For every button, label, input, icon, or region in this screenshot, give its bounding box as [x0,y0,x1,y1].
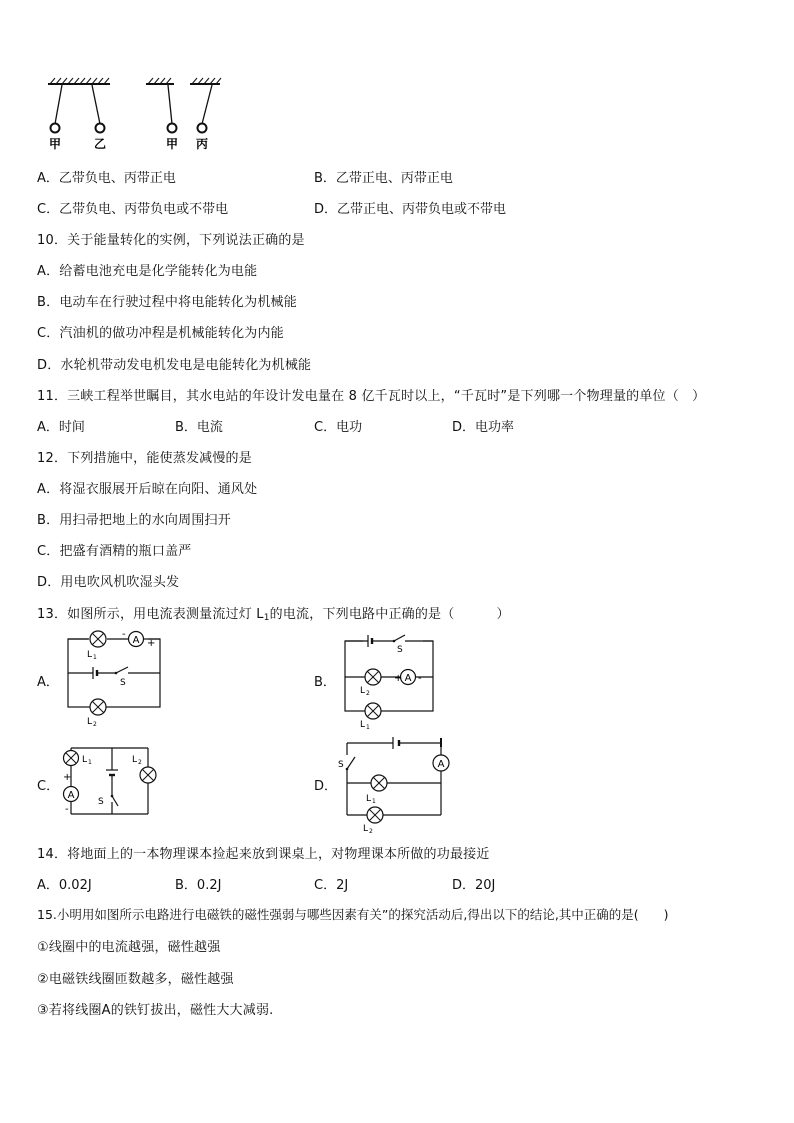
circuit-b [338,630,443,730]
q15-stem: 15.小明用如图所示电路进行电磁铁的磁性强弱与哪些因素有关”的探究活动后,得出以下的结论,其中正确的是( ) [37,907,669,922]
svg-text:S: S [98,797,104,807]
svg-text:+: + [394,673,403,684]
lamp-icon [64,751,79,766]
q14-option-a: A．0.02J [37,878,92,893]
svg-text:L: L [132,755,138,765]
q9-option-d: D．乙带正电、丙带负电或不带电 [314,202,507,217]
svg-text:1: 1 [366,724,370,730]
lamp-icon [90,631,106,647]
charged-balls-figure [40,76,230,152]
q11-option-c: C．电功 [314,420,363,435]
q13-letter-c: C． [37,779,60,794]
ammeter-icon [64,787,79,802]
lamp-icon [371,775,387,791]
svg-text:2: 2 [93,721,97,728]
q14-stem: 14．将地面上的一本物理课本捡起来放到课桌上，对物理课本所做的功最接近 [37,847,490,862]
svg-text:A: A [437,759,445,770]
q13-stem: 13．如图所示，用电流表测量流过灯 $L_1$的电流，下列电路中正确的是（ ） [37,607,510,623]
q9-option-a: A．乙带负电、丙带正电 [37,171,176,186]
ammeter-icon [129,632,144,647]
q15-statement-3: ③若将线圈A的铁钉拔出，磁性大大减弱. [37,1003,274,1018]
svg-text:+: + [63,772,72,783]
svg-text:1: 1 [372,798,376,805]
q9-option-b: B．乙带正电、丙带正电 [314,171,453,186]
lamp-icon [90,699,106,715]
svg-text:S: S [120,678,126,688]
svg-text:L: L [360,686,366,696]
ammeter-icon [433,755,449,771]
lamp-icon [365,703,381,719]
svg-text:L: L [366,794,372,804]
svg-text:2: 2 [369,828,373,835]
q10-stem: 10．关于能量转化的实例，下列说法正确的是 [37,233,305,248]
q11-option-d: D．电功率 [452,420,515,435]
q14-option-b: B．0.2J [175,878,222,893]
q14-option-c: C．2J [314,878,349,893]
svg-text:+: + [147,638,156,649]
q12-stem: 12．下列措施中，能使蒸发减慢的是 [37,451,252,466]
q15-statement-1: ①线圈中的电流越强，磁性越强 [37,940,221,955]
svg-text:S: S [338,760,344,770]
svg-text:L: L [82,755,88,765]
ball-label: 甲 [48,137,62,151]
circuit-c [60,740,170,830]
lamp-icon [140,767,156,783]
q9-option-c: C．乙带负电、丙带负电或不带电 [37,202,229,217]
svg-text:-: - [122,630,126,640]
ball-label: 丙 [195,137,209,151]
svg-text:1: 1 [88,759,92,766]
svg-text:A: A [67,790,75,801]
q11-option-a: A．时间 [37,420,85,435]
svg-text:-: - [65,804,69,815]
q14-option-d: D．20J [452,878,496,893]
svg-text:A: A [404,673,412,684]
svg-text:1: 1 [93,654,97,661]
q10-option-a: A．给蓄电池充电是化学能转化为电能 [37,264,258,279]
ball-label: 乙 [93,137,107,151]
ball-label: 甲 [165,137,179,151]
svg-text:L: L [87,717,93,727]
q11-stem: 11．三峡工程举世瞩目，其水电站的年设计发电量在 8 亿千瓦时以上，“千瓦时”是下列哪一个物理量的单位（ ） [37,389,706,404]
q12-option-a: A．将湿衣服展开后晾在向阳、通风处 [37,482,258,497]
q10-option-d: D．水轮机带动发电机发电是电能转化为机械能 [37,358,312,373]
q12-option-c: C．把盛有酒精的瓶口盖严 [37,544,192,559]
q10-option-c: C．汽油机的做功冲程是机械能转化为内能 [37,326,284,341]
svg-text:S: S [397,645,403,655]
q12-option-b: B．用扫帚把地上的水向周围扫开 [37,513,231,528]
q13-letter-d: D． [314,779,338,794]
q11-option-b: B．电流 [175,420,223,435]
lamp-icon [367,807,383,823]
q13-letter-b: B． [314,675,336,690]
ammeter-icon [401,670,416,685]
q13-letter-a: A． [37,675,59,690]
circuit-d [335,735,455,835]
q10-option-b: B．电动车在行驶过程中将电能转化为机械能 [37,295,297,310]
svg-text:2: 2 [138,759,142,766]
svg-text:-: - [418,673,422,684]
lamp-icon [365,669,381,685]
q15-statement-2: ②电磁铁线圈匝数越多，磁性越强 [37,972,234,987]
svg-text:L: L [363,824,369,834]
svg-text:A: A [132,635,140,646]
circuit-a [60,630,170,730]
svg-text:2: 2 [366,690,370,697]
q12-option-d: D．用电吹风机吹湿头发 [37,575,180,590]
svg-text:L: L [360,720,366,730]
svg-text:L: L [87,650,93,660]
